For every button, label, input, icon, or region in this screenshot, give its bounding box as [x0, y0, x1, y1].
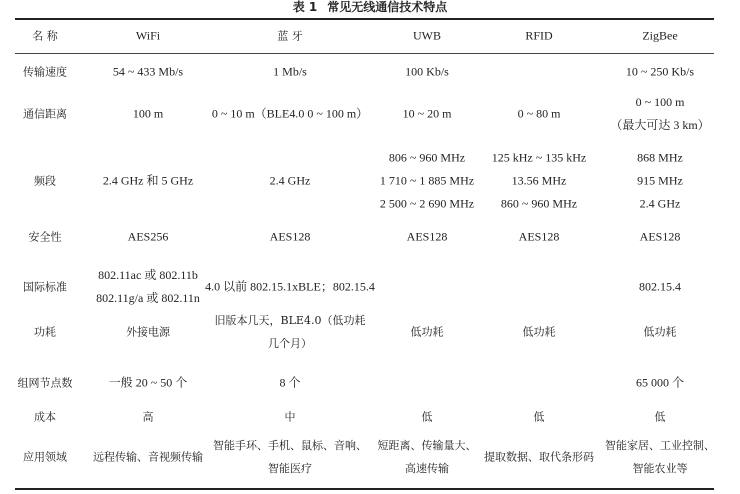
table-cell [128, 226, 169, 249]
cell-text: 中 [284, 410, 296, 424]
table-cell [636, 372, 684, 395]
table-cell [626, 61, 694, 84]
cell-text: 915 MHz [637, 173, 683, 188]
cell-text: 0 ~ 10 m（BLE4.0 0 ~ 100 m） [211, 106, 369, 121]
table-cell [109, 372, 188, 395]
table-cell [378, 434, 477, 480]
row-label: 频段 [34, 174, 56, 188]
table-number: 表 1 [292, 0, 318, 14]
cell-text: 2.4 GHz 和 5 GHz [102, 173, 194, 188]
cell-text: AES128 [518, 229, 560, 244]
cell-text: 2.4 GHz [269, 173, 311, 188]
cell-text: 100 m [132, 106, 164, 121]
table-cell [655, 406, 666, 429]
cell-text: 8 个 [279, 375, 301, 390]
column-header: 名 称 [32, 29, 58, 43]
cell-text: 低功耗 [522, 325, 556, 339]
cell-text: 802.11g/a 或 802.11n [96, 291, 200, 305]
table-cell [93, 446, 203, 469]
cell-text: AES128 [269, 229, 311, 244]
header-rule [15, 53, 714, 54]
table-cell [96, 264, 200, 310]
table-cell [639, 276, 681, 299]
cell-text: 远程传输、音视频传输 [93, 450, 203, 464]
column-header: 蓝 牙 [277, 29, 303, 43]
top-rule [15, 18, 714, 20]
table-cell [492, 147, 586, 216]
table-caption [0, 0, 740, 14]
row-label: 成本 [34, 410, 56, 424]
cell-text: 100 Kb/s [405, 64, 449, 79]
table-cell [518, 103, 561, 126]
cell-text: 几个月） [267, 337, 312, 350]
table-cell [103, 170, 193, 193]
table-cell [644, 321, 677, 344]
cell-text: AES256 [127, 229, 169, 244]
table-cell [405, 61, 449, 84]
cell-text: 0 ~ 80 m [517, 106, 561, 121]
table-cell [279, 372, 300, 395]
table-cell [523, 321, 556, 344]
cell-text: 智能医疗 [268, 462, 312, 475]
table-cell [422, 406, 433, 429]
column-header: WiFi [135, 28, 161, 43]
cell-text: 旧版本几天，BLE4.0（低功耗 [214, 314, 366, 327]
cell-text: 806 ~ 960 MHz [388, 150, 466, 165]
table-cell [133, 103, 163, 126]
table-cell [605, 434, 715, 480]
cell-text: 高 [142, 410, 154, 424]
cell-text: 10 ~ 20 m [402, 106, 452, 121]
cell-text: 125 kHz ~ 135 kHz [491, 150, 587, 165]
row-label: 国际标准 [23, 280, 67, 294]
cell-text: 4.0 以前 802.15.1xBLE；802.15.4 [205, 279, 375, 294]
column-header: UWB [413, 28, 441, 43]
cell-text: 低 [654, 410, 666, 424]
cell-text: AES128 [406, 229, 448, 244]
table-cell [205, 276, 375, 299]
table-cell [534, 406, 545, 429]
row-label: 通信距离 [23, 107, 67, 121]
cell-text: 2.4 GHz [639, 196, 681, 211]
table-title: 常见无线通信技术特点 [327, 0, 448, 14]
cell-text: 智能手环、手机、鼠标、音响、 [213, 439, 367, 452]
cell-text: 智能家居、工业控制、 [605, 439, 715, 452]
cell-text: 智能农业等 [632, 462, 688, 475]
cell-text: 802.11ac 或 802.11b [98, 268, 198, 282]
table-cell [519, 226, 560, 249]
cell-text: 0 ~ 100 m [635, 95, 685, 109]
cell-text: 一般 20 ~ 50 个 [108, 375, 188, 390]
cell-text: 低 [533, 410, 545, 424]
cell-text: 13.56 MHz [511, 173, 567, 188]
cell-text: 54 ~ 433 Mb/s [112, 64, 184, 79]
table-cell [484, 446, 594, 469]
table-cell [610, 91, 709, 137]
cell-text: 2 500 ~ 2 690 MHz [379, 196, 475, 211]
bottom-rule [15, 488, 714, 490]
cell-text: 低功耗 [643, 325, 677, 339]
cell-text: 802.15.4 [639, 279, 681, 294]
column-header: ZigBee [642, 28, 678, 43]
table-cell [640, 226, 681, 249]
table-cell [126, 321, 170, 344]
cell-text: 1 Mb/s [273, 64, 307, 79]
table-cell [285, 406, 296, 429]
column-header: RFID [525, 28, 553, 43]
cell-text: 10 ~ 250 Kb/s [625, 64, 695, 79]
cell-text: 外接电源 [126, 325, 170, 339]
cell-text: 提取数据、取代条形码 [484, 450, 594, 464]
cell-text: （最大可达 3 km） [610, 118, 710, 132]
cell-text: 低 [421, 410, 433, 424]
table-cell [637, 147, 683, 216]
cell-text: 868 MHz [637, 150, 683, 165]
table-cell [273, 61, 307, 84]
cell-text: 65 000 个 [635, 375, 685, 390]
cell-text: AES128 [639, 229, 681, 244]
row-label: 应用领域 [23, 450, 67, 464]
table-cell [270, 226, 311, 249]
cell-text: 低功耗 [410, 325, 444, 339]
table-cell [411, 321, 444, 344]
table-cell [270, 170, 311, 193]
row-label: 传输速度 [23, 65, 67, 79]
cell-text: 1 710 ~ 1 885 MHz [379, 173, 475, 188]
table-cell [113, 61, 183, 84]
row-label: 组网节点数 [17, 376, 73, 390]
table-cell [212, 103, 368, 126]
cell-text: 高速传输 [405, 462, 449, 475]
table-cell [403, 103, 452, 126]
cell-text: 860 ~ 960 MHz [500, 196, 578, 211]
row-label: 安全性 [28, 230, 62, 244]
table-cell [143, 406, 154, 429]
table-cell [213, 434, 367, 480]
table-cell [407, 226, 448, 249]
table-cell [215, 309, 366, 355]
table-cell [380, 147, 474, 216]
row-label: 功耗 [34, 325, 56, 339]
cell-text: 短距离、传输量大、 [377, 439, 477, 452]
